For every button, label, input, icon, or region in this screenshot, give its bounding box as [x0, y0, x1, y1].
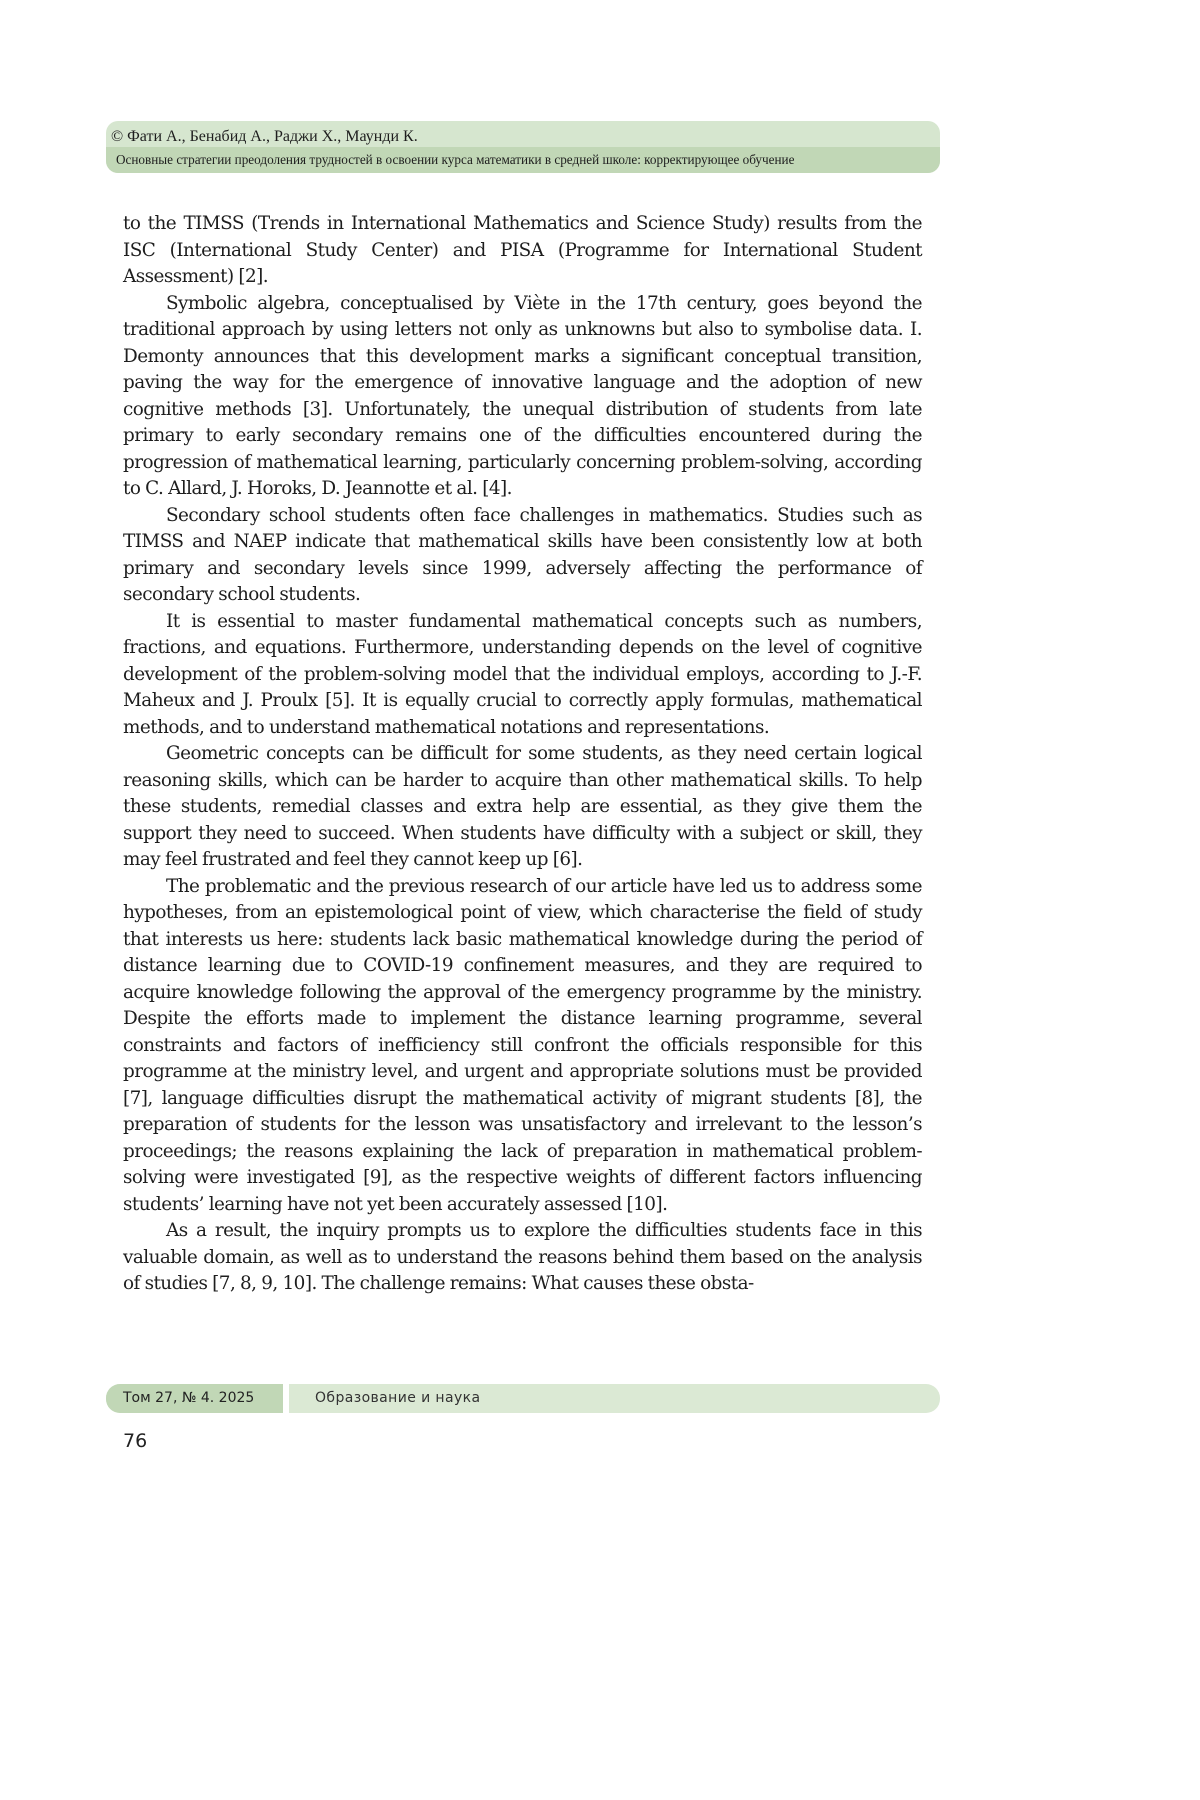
running-header-authors: © Фати А., Бенабид А., Раджи Х., Маунди К. [111, 128, 418, 145]
article-body [123, 211, 922, 1298]
footer-divider [283, 1384, 289, 1413]
running-header-article-title: Основные стратегии преодоления трудностей в освоении курса математики в средней школе: корректирующее обучение [116, 152, 795, 167]
page-number: 76 [123, 1430, 148, 1452]
journal-name: Образование и наука [315, 1390, 481, 1406]
paragraph-hypotheses: The problematic and the previous research of our article have led us to address some hypotheses, from an epistemological point of view, which characterise the field of study that interests us here: students lack basic mathematical knowledge during the period of distance learning due to COVID-19 confinement measures, and they are required to acquire knowledge following the approval of the emergency programme by the ministry. Despite the efforts made to implement the distance learning programme, several constraints and factors of inefficiency still confront the officials responsible for this programme at the ministry level, and urgent and appropriate solutions must be provided [7], language difficulties disrupt the mathematical activity of migrant students [8], the preparation of students for the lesson was unsatisfactory and irrelevant to the lesson’s proceedings; the reasons explaining the lack of preparation in mathematical problem-solving were investigated [9], as the respective weights of different factors influencing students’ learning have not yet been accurately assessed [10]. [123, 875, 922, 1215]
paragraph-symbolic-algebra: Symbolic algebra, conceptualised by Viète in the 17th century, goes beyond the traditional approach by using letters not only as unknowns but also to symbolise data. I. Demonty announces that this development marks a significant conceptual transition, paving the way for the emergence of innovative language and the adoption of new cognitive methods [3]. Unfortunately, the unequal distribution of students from late primary to early secondary remains one of the difficulties encountered during the progression of mathematical learning, particularly concerning problem-solving, according to C. Allard, J. Horoks, D. Jeannotte et al. [4]. [123, 292, 922, 499]
paragraph-continuation: to the TIMSS (Trends in International Mathematics and Science Study) results from the ISC (International Study Center) and PISA (Programme for International Student Assessment) [2]. [123, 213, 922, 287]
paragraph-geometric-concepts: Geometric concepts can be difficult for some students, as they need certain logical reasoning skills, which can be harder to acquire than other mathematical skills. To help these students, remedial classes and extra help are essential, as they give them the support they need to succeed. When students have difficulty with a subject or skill, they may feel frustrated and feel they cannot keep up [6]. [123, 743, 922, 870]
paragraph-fundamental-concepts: It is essential to master fundamental mathematical concepts such as numbers, fractions, and equations. Furthermore, understanding depends on the level of cognitive development of the problem-solving model that the individual employs, according to J.-F. Maheux and J. Proulx [5]. It is equally crucial to correctly apply formulas, mathematical methods, and to understand mathematical notations and representations. [123, 610, 922, 738]
paragraph-inquiry: As a result, the inquiry prompts us to explore the difficulties students face in this valuable domain, as well as to understand the reasons behind them based on the analysis of studies [7, 8, 9, 10]. The challenge remains: What causes these obsta- [123, 1220, 922, 1294]
paragraph-secondary-challenges: Secondary school students often face challenges in mathematics. Studies such as TIMSS and NAEP indicate that mathematical skills have been consistently low at both primary and secondary levels since 1999, adversely affecting the performance of secondary school students. [123, 504, 922, 605]
journal-issue: Том 27, № 4. 2025 [123, 1390, 255, 1406]
